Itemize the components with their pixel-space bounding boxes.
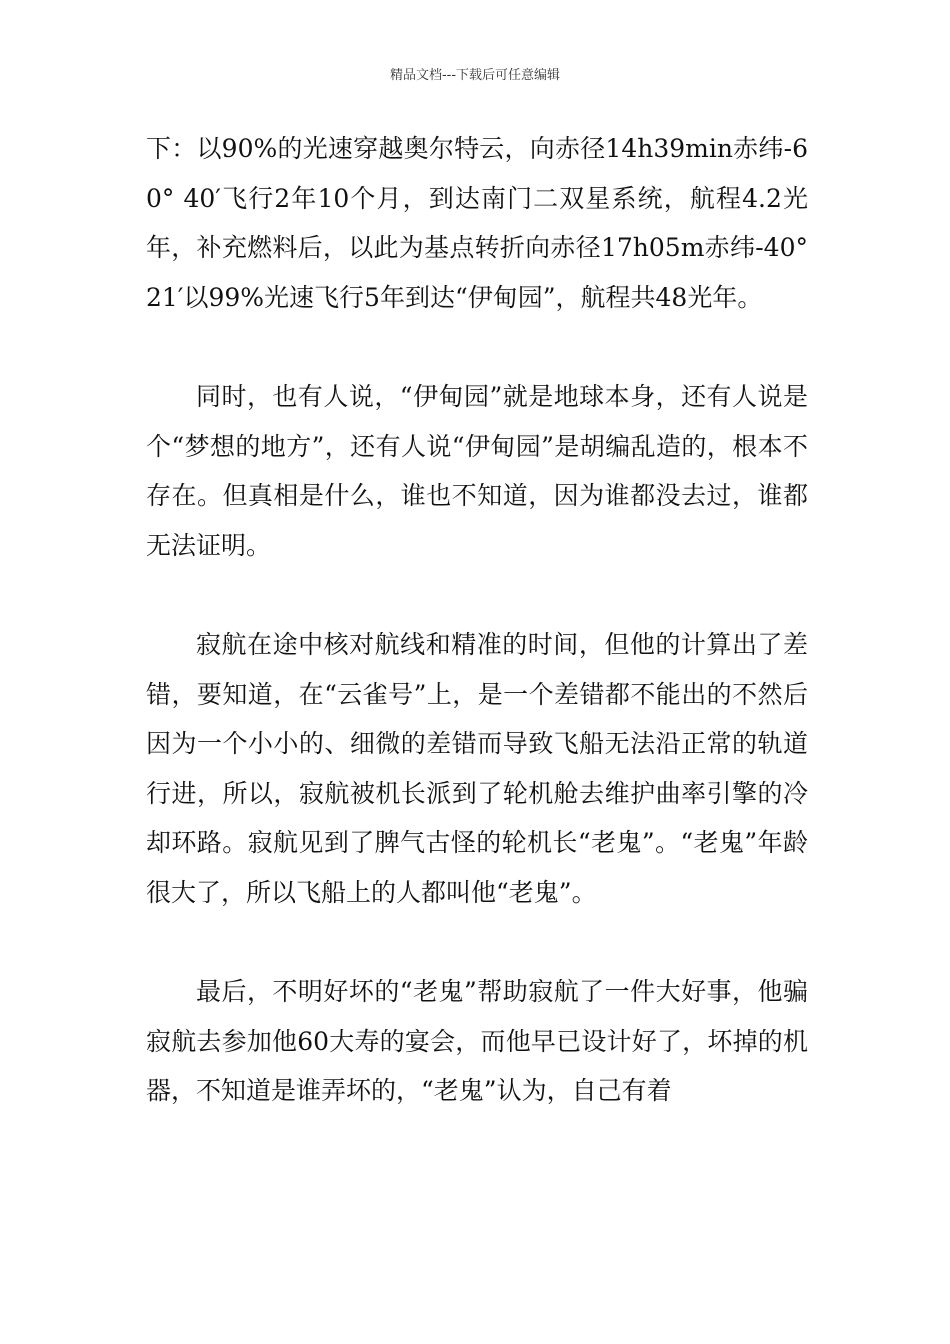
paragraph-gap [146,917,808,967]
paragraph-4: 最后，不明好坏的“老鬼”帮助寂航了一件大好事，他骗寂航去参加他60大寿的宴会，而他早已设计好了，坏掉的机器，不知道是谁弄坏的，“老鬼”认为，自己有着 [146,977,808,1105]
document-body [146,124,808,1116]
paragraph-3: 寂航在途中核对航线和精准的时间，但他的计算出了差错，要知道，在“云雀号”上，是一个差错都不能出的不然后因为一个小小的、细微的差错而导致飞船无法沿正常的轨道行进，所以，寂航被机长派到了轮机舱去维护曲率引擎的冷却环路。寂航见到了脾气古怪的轮机长“老鬼”。“老鬼”年龄很大了，所以飞船上的人都叫他“老鬼”。 [146,630,808,907]
page-header: 精品文档---下载后可任意编辑 [389,68,561,83]
paragraph-gap [146,570,808,620]
paragraph-gap [146,322,808,372]
paragraph-1: 下：以90%的光速穿越奥尔特云，向赤径14h39min赤纬-60° 40′飞行2年10个月，到达南门二双星系统，航程4.2光年，补充燃料后，以此为基点转折向赤径17h05m赤纬-40° 21′以99%光速飞行5年到达“伊甸园”，航程共48光年。 [146,134,808,312]
paragraph-2: 同时，也有人说，“伊甸园”就是地球本身，还有人说是个“梦想的地方”，还有人说“伊甸园”是胡编乱造的，根本不存在。但真相是什么，谁也不知道，因为谁都没去过，谁都无法证明。 [146,382,808,560]
